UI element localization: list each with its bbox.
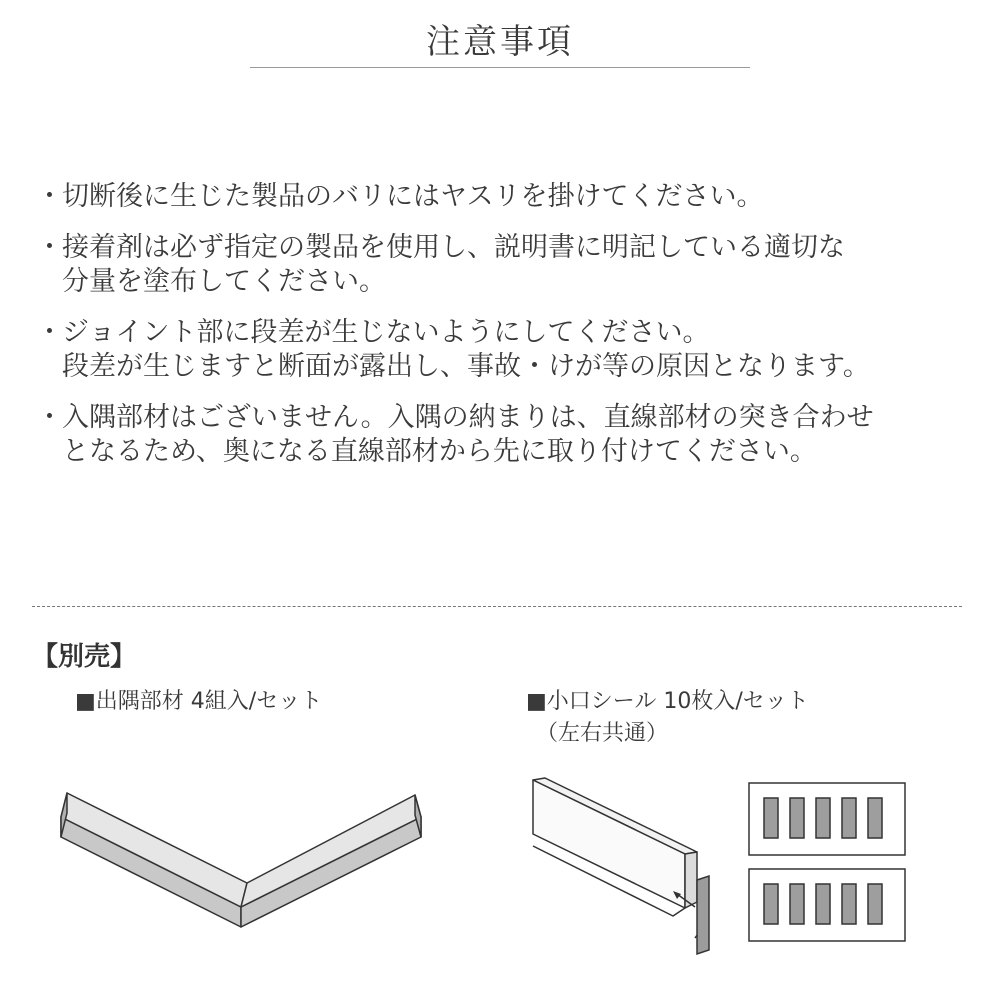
edge-profile-illustration [525, 770, 725, 960]
sold-separately-heading: 【別売】 [32, 642, 137, 672]
bullet: ・ [36, 181, 63, 212]
notes-list [36, 180, 976, 486]
note-text: ジョイント部に段差が生じないようにしてください。 段差が生じますと断面が露出し、事故・けが等の原因となります。 [62, 317, 870, 382]
note-item [36, 401, 976, 469]
note-text: 接着剤は必ず指定の製品を使用し、説明書に明記している適切な 分量を塗布してください。 [62, 232, 845, 297]
bullet: ・ [36, 402, 63, 433]
bullet: ・ [36, 317, 63, 348]
seal-sheet-bottom [748, 868, 908, 944]
dashed-divider [32, 606, 962, 607]
note-text: 入隅部材はございません。入隅の納まりは、直線部材の突き合わせ となるため、奥になる直線部材から先に取り付けてください。 [62, 402, 874, 467]
product-outside-corner [75, 686, 322, 718]
product-label: ■小口シール 10枚入/セット [526, 689, 809, 714]
bullet: ・ [36, 232, 63, 263]
note-item [36, 316, 976, 384]
note-item [36, 231, 976, 299]
outside-corner-illustration [55, 785, 435, 935]
seal-tab [697, 876, 709, 954]
seal-sheet-top [748, 782, 908, 858]
product-label: ■出隅部材 4組入/セット [75, 689, 323, 714]
note-text: 切断後に生じた製品のバリにはヤスリを掛けてください。 [62, 181, 764, 212]
page-title: 注意事項 [426, 22, 574, 62]
product-sublabel: （左右共通） [536, 721, 669, 746]
note-item [36, 180, 976, 214]
product-end-seal [526, 686, 809, 750]
title-underline [250, 67, 750, 68]
